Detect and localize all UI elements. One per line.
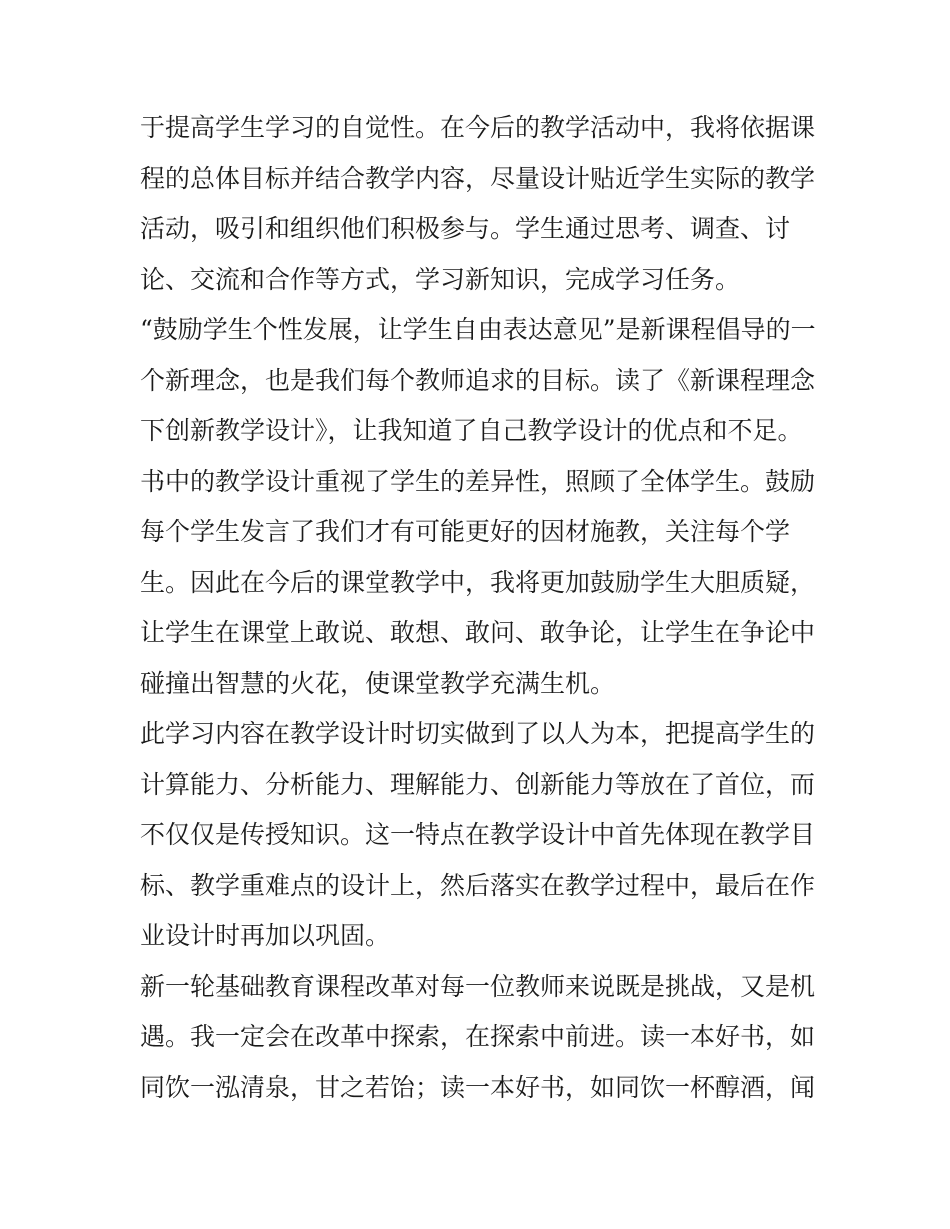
text-line: 业设计时再加以巩固。 — [140, 921, 391, 950]
text-line: 个新理念，也是我们每个教师追求的目标。读了《新课程理念 — [140, 365, 816, 395]
text-line: 标、教学重难点的设计上，然后落实在教学过程中，最后在作 — [140, 870, 816, 900]
text-line: 计算能力、分析能力、理解能力、创新能力等放在了首位，而 — [140, 769, 816, 799]
text-line: 让学生在课堂上敢说、敢想、敢问、敢争论，让学生在争论中 — [140, 618, 816, 647]
text-line: “鼓励学生个性发展，让学生自由表达意见”是新课程倡导的一 — [140, 315, 816, 344]
text-line: 新一轮基础教育课程改革对每一位教师来说既是挑战，又是机 — [140, 971, 816, 1001]
text-line: 此学习内容在教学设计时切实做到了以人为本，把提高学生的 — [140, 719, 816, 748]
text-line: 每个学生发言了我们才有可能更好的因材施教，关注每个学 — [140, 517, 791, 546]
text-line: 活动，吸引和组织他们积极参与。学生通过思考、调查、讨 — [140, 214, 791, 243]
text-line: 程的总体目标并结合教学内容，尽量设计贴近学生实际的教学 — [140, 163, 816, 193]
text-line: 碰撞出智慧的火花，使课堂教学充满生机。 — [140, 668, 616, 698]
text-line: 论、交流和合作等方式，学习新知识，完成学习任务。 — [140, 264, 741, 294]
text-line: 不仅仅是传授知识。这一特点在教学设计中首先体现在教学目 — [140, 820, 816, 849]
text-line: 遇。我一定会在改革中探索，在探索中前进。读一本好书，如 — [140, 1022, 816, 1051]
text-line: 下创新教学设计》，让我知道了自己教学设计的优点和不足。 — [140, 416, 803, 445]
text-line: 于提高学生学习的自觉性。在今后的教学活动中，我将依据课 — [140, 113, 816, 142]
body-text — [140, 103, 820, 1113]
text-line: 生。因此在今后的课堂教学中，我将更加鼓励学生大胆质疑， — [140, 567, 816, 597]
text-line: 同饮一泓清泉，甘之若饴；读一本好书，如同饮一杯醇酒，闻 — [140, 1072, 816, 1102]
text-line: 书中的教学设计重视了学生的差异性，照顾了全体学生。鼓励 — [140, 466, 816, 496]
